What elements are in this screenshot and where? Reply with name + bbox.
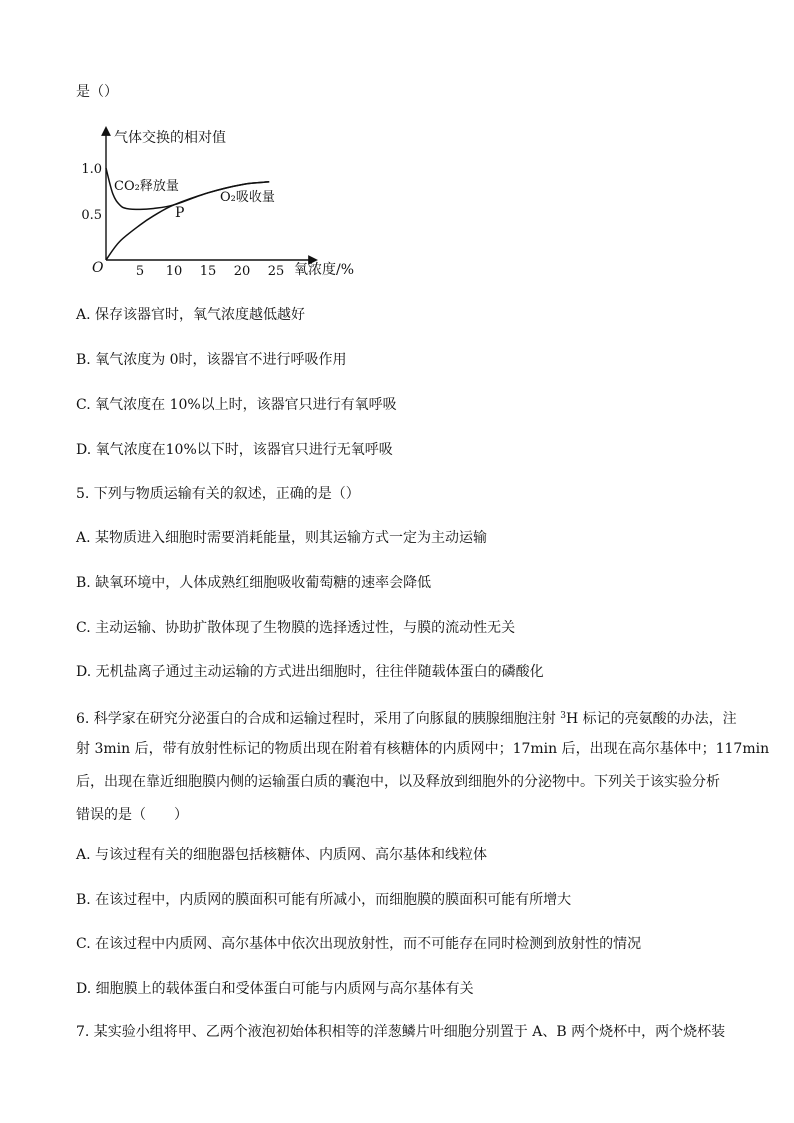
q6-option-b: B. 在该过程中，内质网的膜面积可能有所减小，而细胞膜的膜面积可能有所增大: [76, 892, 572, 908]
q5-option-c: C. 主动运输、协助扩散体现了生物膜的选择透过性，与膜的流动性无关: [76, 620, 516, 636]
x-axis-label: 氧浓度/%: [294, 262, 355, 278]
question-4-stem-end: 是（）: [76, 84, 118, 100]
q6-stem-line3: 后，出现在靠近细胞膜内侧的运输蛋白质的囊泡中，以及释放到细胞外的分泌物中。下列关于该实验分析: [76, 774, 720, 790]
x-tick-labels: [136, 264, 284, 279]
q7-stem: 7. 某实验小组将甲、乙两个液泡初始体积相等的洋葱鳞片叶细胞分别置于 A、B 两个烧杯中，两个烧杯装: [76, 1024, 726, 1040]
q6-stem-part1: 6. 科学家在研究分泌蛋白的合成和运输过程时，采用了向豚鼠的胰腺细胞注射: [76, 711, 561, 727]
y-tick-label: 1.0: [81, 162, 102, 177]
x-tick-label: 25: [267, 264, 285, 279]
q4-option-a: A. 保存该器官时，氧气浓度越低越好: [76, 307, 306, 323]
chart-svg: [76, 122, 376, 282]
y-axis-label: 气体交换的相对值: [114, 130, 226, 146]
q5-option-b: B. 缺氧环境中，人体成熟红细胞吸收葡萄糖的速率会降低: [76, 575, 432, 591]
q6-stem-line4: 错误的是（ ）: [76, 807, 188, 823]
q4-option-c: C. 氧气浓度在 10%以上时，该器官只进行有氧呼吸: [76, 397, 397, 413]
gas-exchange-chart: [76, 122, 376, 282]
series-label-co2: CO₂释放量: [114, 179, 179, 194]
isotope-superscript: 3: [560, 711, 566, 721]
q5-stem: 5. 下列与物质运输有关的叙述，正确的是（）: [76, 486, 360, 502]
x-tick-label: 5: [135, 264, 145, 279]
point-p-label: P: [175, 205, 185, 221]
x-tick-label: 10: [165, 264, 183, 279]
q4-option-d: D. 氧气浓度在10%以下时，该器官只进行无氧呼吸: [76, 442, 393, 458]
q6-stem-part2: H 标记的亮氨酸的办法，注: [566, 711, 737, 727]
q4-option-b: B. 氧气浓度为 0时，该器官不进行呼吸作用: [76, 352, 347, 368]
x-tick-label: 20: [233, 264, 251, 279]
q6-option-a: A. 与该过程有关的细胞器包括核糖体、内质网、高尔基体和线粒体: [76, 847, 488, 863]
q5-option-a: A. 某物质进入细胞时需要消耗能量，则其运输方式一定为主动运输: [76, 530, 488, 546]
x-tick-label: 15: [199, 264, 217, 279]
q5-option-d: D. 无机盐离子通过主动运输的方式进出细胞时，往往伴随载体蛋白的磷酸化: [76, 664, 544, 680]
q6-stem-line2: 射 3min 后，带有放射性标记的物质出现在附着有核糖体的内质网中；17min 后，出现在高尔基体中；117min: [76, 741, 770, 757]
q6-option-c: C. 在该过程中内质网、高尔基体中依次出现放射性，而不可能存在同时检测到放射性的情况: [76, 936, 642, 952]
q6-option-d: D. 细胞膜上的载体蛋白和受体蛋白可能与内质网与高尔基体有关: [76, 981, 474, 997]
y-tick-label: 0.5: [81, 208, 102, 223]
y-tick-labels: [81, 162, 102, 223]
series-label-o2: O₂吸收量: [220, 190, 275, 205]
q6-stem-line1: [76, 706, 737, 729]
origin-label: O: [92, 260, 104, 276]
